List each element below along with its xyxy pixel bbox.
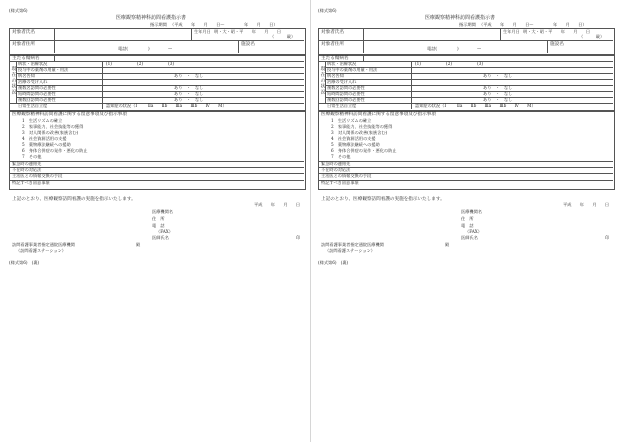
disease-col (54, 55, 55, 61)
instructions-line (9, 167, 304, 168)
seal-mark: 印 (296, 235, 301, 240)
instructions-line (318, 161, 613, 162)
status-value-5[interactable]: あり ・ なし (483, 85, 513, 90)
phone-label: 電話( (427, 46, 438, 51)
statement-text: 上記のとおり、医療観察訪問看護の実施を指示いたします。 (321, 197, 445, 202)
form-panel-left (8, 0, 311, 275)
birth-value[interactable]: 明・大・昭・平 年 月 日 (214, 29, 282, 34)
doctor-label: 医師氏名 (152, 235, 169, 240)
special-notes-label: 特記すべき留意事項 (12, 180, 50, 185)
status-label-4: 治療の受け入れ (18, 79, 48, 84)
phone-dash[interactable]: — (477, 46, 482, 51)
instruction-item: 6 身体合併症の発作・悪化の防止 (331, 148, 397, 153)
instruction-item: 2 家事能力、社会技能等の獲得 (22, 124, 84, 129)
status-row-line (16, 91, 304, 92)
status-value-5[interactable]: あり ・ なし (174, 85, 204, 90)
period-from: （平成 年 月 日～ (479, 22, 534, 27)
facility-col (238, 40, 239, 53)
status-value-3[interactable]: あり ・ なし (483, 73, 513, 78)
facility-label: 施設名 (241, 42, 255, 47)
institution-address: 住 所 (461, 216, 474, 221)
status-vertical-label: 現在の状況 (319, 66, 325, 95)
instructions-line (9, 180, 304, 181)
facility-label: 施設名 (550, 42, 564, 47)
emergency-label: 緊急時の連絡先 (321, 161, 351, 166)
status-row-line (16, 79, 304, 80)
form-number-bottom: (様式第6) (裏) (9, 260, 40, 265)
status-value-7[interactable]: あり ・ なし (174, 97, 204, 102)
instruction-item: 3 対人関係の改善(家族含む) (331, 130, 388, 135)
status-label-2: 投与中の薬剤の用量・用法 (327, 67, 378, 72)
recipient-suffix: 殿 (136, 242, 141, 247)
address-label: 対象者住所 (321, 42, 344, 47)
form-panel-right (317, 0, 620, 275)
issue-date[interactable]: 平成 年 月 日 (563, 202, 610, 207)
status-value-6[interactable]: あり ・ なし (483, 91, 513, 96)
instructions-line (9, 161, 304, 162)
instruction-item: 4 社会資源活用の支援 (331, 136, 376, 141)
status-value-1[interactable]: (1) (2) (3) (106, 61, 175, 66)
phone-label: 電話( (118, 46, 129, 51)
period-from: （平成 年 月 日～ (170, 22, 225, 27)
identity-label-col (54, 28, 55, 53)
status-label-6: 短時間訪問の必要性 (327, 91, 365, 96)
instruction-item: 3 対人関係の改善(家族含む) (22, 130, 79, 135)
status-label-7: 複数回訪問の必要性 (18, 97, 56, 102)
phone-paren: ) (148, 46, 150, 51)
address-label: 対象者住所 (12, 42, 35, 47)
institution-phone: 電 話 (461, 223, 474, 228)
form-title: 医療観察精神科訪問看護指示書 (425, 15, 496, 21)
status-row-line (325, 91, 613, 92)
birth-col (500, 28, 501, 40)
recipient-suffix: 殿 (445, 242, 450, 247)
recipient-station: （訪問看護ステーション） (325, 248, 375, 253)
instruction-item: 1 生活リズムの確立 (22, 118, 63, 123)
form-title: 医療観察精神科訪問看護指示書 (116, 15, 187, 21)
dementia-label: 認知症の状況（Ⅰ (415, 103, 446, 108)
status-label-1: 病状・治療状況 (18, 61, 48, 66)
patient-name-field[interactable] (58, 31, 188, 37)
patient-name-field[interactable] (367, 31, 497, 37)
status-vertical-label: 現在の状況 (10, 66, 16, 95)
age-value[interactable]: （ 歳） (270, 34, 296, 39)
age-value[interactable]: （ 歳） (579, 34, 605, 39)
period-label: 指示期間 (459, 22, 476, 27)
status-row-line (16, 85, 304, 86)
instructions-heading: 医療観察精神科訪問看護に関する留意事項及び指示事項 (321, 112, 436, 117)
status-row-line (16, 73, 304, 74)
period-to: 年 月 日） (244, 22, 278, 27)
status-label-6: 短時間訪問の必要性 (18, 91, 56, 96)
status-row-line (16, 97, 304, 98)
period-to: 年 月 日） (553, 22, 587, 27)
instruction-item: 2 家事能力、社会技能等の獲得 (331, 124, 393, 129)
instructions-line (318, 167, 613, 168)
status-value-7[interactable]: あり ・ なし (483, 97, 513, 102)
status-label-3: 病名告知 (327, 73, 344, 78)
status-label-2: 投与中の薬剤の用量・用法 (18, 67, 69, 72)
instruction-item: 7 その他 (331, 154, 351, 159)
instruction-item: 5 薬物療法継続への援助 (22, 142, 71, 147)
birth-value[interactable]: 明・大・昭・平 年 月 日 (523, 29, 591, 34)
recipient-station: （訪問看護ステーション） (16, 248, 66, 253)
doctor-label: 医師氏名 (461, 235, 478, 240)
dementia-levels[interactable]: Ⅱa Ⅱb Ⅲa Ⅲb Ⅳ M） (148, 103, 227, 108)
disease-col (363, 55, 364, 61)
instruction-item: 5 薬物療法継続への援助 (331, 142, 380, 147)
special-notes-label: 特記すべき留意事項 (321, 180, 359, 185)
status-row-line (325, 97, 613, 98)
patient-name-label: 対象者氏名 (12, 30, 35, 35)
institution-phone: 電 話 (152, 223, 165, 228)
birth-label: 生年月日 (194, 29, 211, 34)
institution-address: 住 所 (152, 216, 165, 221)
status-label-5: 複数名訪問の必要性 (327, 85, 365, 90)
dementia-label: 認知症の状況（Ⅰ (106, 103, 137, 108)
identity-label-col (363, 28, 364, 53)
instruction-item: 6 身体合併症の発作・悪化の防止 (22, 148, 88, 153)
instruction-item: 7 その他 (22, 154, 42, 159)
status-value-3[interactable]: あり ・ なし (174, 73, 204, 78)
dementia-levels[interactable]: Ⅱa Ⅱb Ⅲa Ⅲb Ⅳ M） (457, 103, 536, 108)
instructions-line (318, 180, 613, 181)
recipient-line: 訪問看護事業者指定通院医療機関 (12, 242, 75, 247)
status-value-6[interactable]: あり ・ なし (174, 91, 204, 96)
issue-date[interactable]: 平成 年 月 日 (254, 202, 301, 207)
status-label-1: 病状・治療状況 (327, 61, 357, 66)
instructions-heading: 医療観察精神科訪問看護に関する留意事項及び指示事項 (12, 112, 127, 117)
recipient-line: 訪問看護事業者指定通院医療機関 (321, 242, 384, 247)
institution-fax: （FAX） (465, 229, 482, 234)
form-number-top: (様式第6) (9, 8, 28, 13)
facility-col (547, 40, 548, 53)
seal-mark: 印 (605, 235, 610, 240)
daily-life-label: 日常生活自立度 (327, 103, 357, 108)
instruction-item: 4 社会資源活用の支援 (22, 136, 67, 141)
statement-text: 上記のとおり、医療観察訪問看護の実施を指示いたします。 (12, 197, 136, 202)
status-row-line (325, 85, 613, 86)
status-label-7: 複数回訪問の必要性 (327, 97, 365, 102)
status-row-line (325, 79, 613, 80)
institution-label: 医療機関名 (152, 209, 173, 214)
status-label-4: 治療の受け入れ (327, 79, 357, 84)
phone-dash[interactable]: — (168, 46, 173, 51)
instruction-item: 1 生活リズムの確立 (331, 118, 372, 123)
status-row-line (325, 73, 613, 74)
period-label: 指示期間 (150, 22, 167, 27)
emergency-label: 緊急時の連絡先 (12, 161, 42, 166)
absence-label: 不在時の対応法 (12, 167, 42, 172)
daily-life-label: 日常生活自立度 (18, 103, 48, 108)
disease-label: 主たる傷病名 (12, 56, 40, 61)
birth-label: 生年月日 (503, 29, 520, 34)
info-exchange-label: 主治医との情報交換の手段 (321, 173, 372, 178)
status-value-1[interactable]: (1) (2) (3) (415, 61, 484, 66)
patient-name-label: 対象者氏名 (321, 30, 344, 35)
form-number-bottom: (様式第6) (裏) (318, 260, 349, 265)
info-exchange-label: 主治医との情報交換の手段 (12, 173, 63, 178)
status-label-3: 病名告知 (18, 73, 35, 78)
phone-paren: ) (457, 46, 459, 51)
status-label-5: 複数名訪問の必要性 (18, 85, 56, 90)
institution-fax: （FAX） (156, 229, 173, 234)
institution-label: 医療機関名 (461, 209, 482, 214)
birth-col (191, 28, 192, 40)
form-number-top: (様式第6) (318, 8, 337, 13)
disease-label: 主たる傷病名 (321, 56, 349, 61)
absence-label: 不在時の対応法 (321, 167, 351, 172)
